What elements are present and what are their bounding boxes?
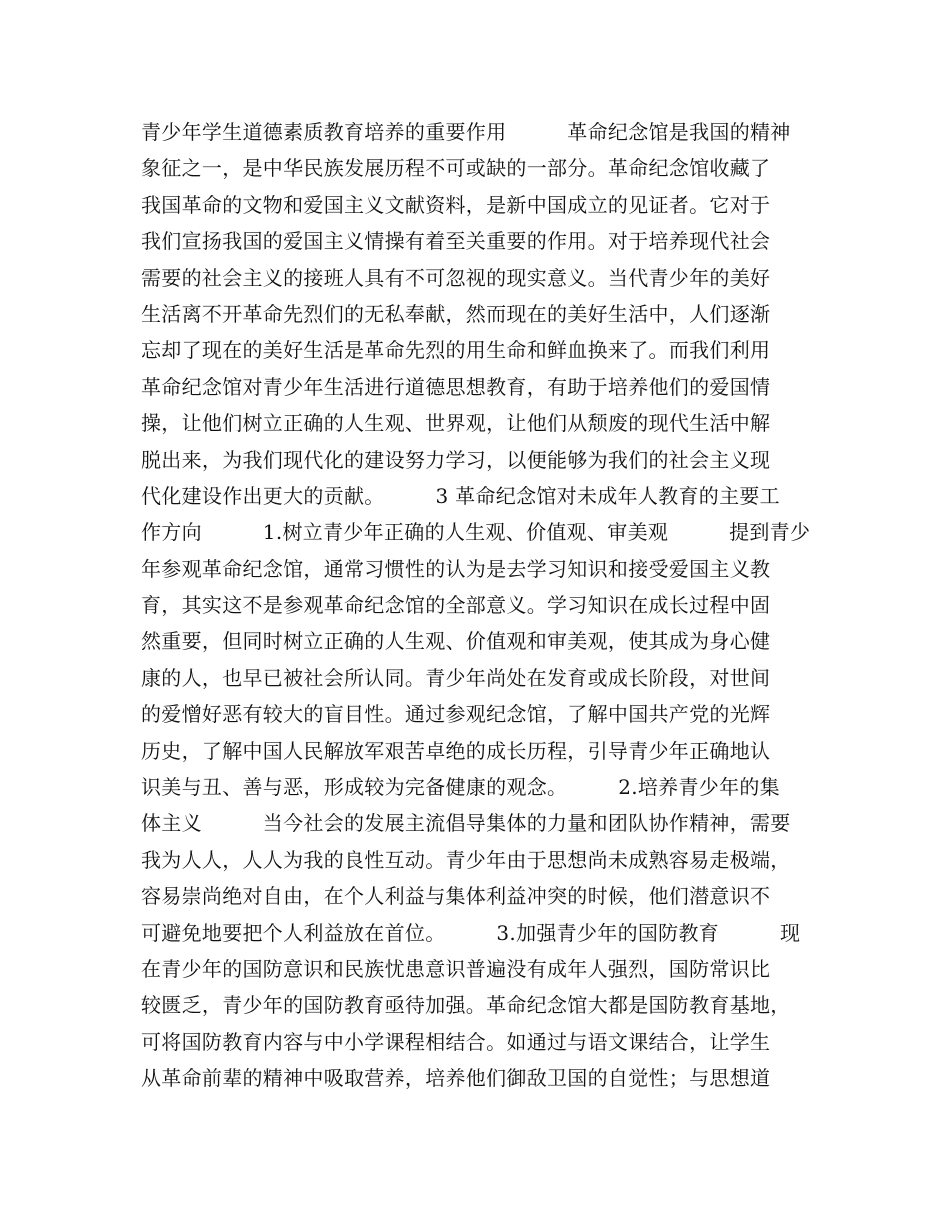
text-line: 脱出来，为我们现代化的建设努力学习，以便能够为我们的社会主义现: [141, 447, 771, 472]
text-line: 体主义 当今社会的发展主流倡导集体的力量和团队协作精神，需要: [141, 811, 791, 836]
text-line: 识美与丑、善与恶，形成较为完备健康的观念。 2.培养青少年的集: [141, 775, 780, 800]
text-line: 操，让他们树立正确的人生观、世界观，让他们从颓废的现代生活中解: [141, 411, 771, 436]
text-line: 历史，了解中国人民解放军艰苦卓绝的成长历程，引导青少年正确地认: [141, 738, 771, 763]
text-line: 作方向 1.树立青少年正确的人生观、价值观、审美观 提到青少: [141, 520, 811, 545]
text-line: 生活离不开革命先烈们的无私奉献，然而现在的美好生活中，人们逐渐: [141, 301, 771, 326]
text-line: 育，其实这不是参观革命纪念馆的全部意义。学习知识在成长过程中固: [141, 593, 771, 618]
text-line: 容易崇尚绝对自由，在个人利益与集体利益冲突的时候，他们潜意识不: [141, 884, 771, 909]
text-line: 青少年学生道德素质教育培养的重要作用 革命纪念馆是我国的精神: [141, 120, 791, 144]
text-line: 代化建设作出更大的贡献。 3 革命纪念馆对未成年人教育的主要工: [141, 483, 780, 508]
text-line: 从革命前辈的精神中吸取营养，培养他们御敌卫国的自觉性；与思想道: [141, 1066, 771, 1091]
text-line: 较匮乏，青少年的国防教育亟待加强。革命纪念馆大都是国防教育基地，: [141, 993, 791, 1018]
text-line: 康的人，也早已被社会所认同。青少年尚处在发育或成长阶段，对世间: [141, 665, 771, 690]
text-line: 在青少年的国防意识和民族忧患意识普遍没有成年人强烈，国防常识比: [141, 956, 771, 981]
text-line: 革命纪念馆对青少年生活进行道德思想教育，有助于培养他们的爱国情: [141, 374, 771, 399]
text-line: 象征之一，是中华民族发展历程不可或缺的一部分。革命纪念馆收藏了: [141, 156, 771, 181]
text-line: 年参观革命纪念馆，通常习惯性的认为是去学习知识和接受爱国主义教: [141, 556, 771, 581]
text-line: 可将国防教育内容与中小学课程相结合。如通过与语文课结合，让学生: [141, 1029, 771, 1054]
text-line: 忘却了现在的美好生活是革命先烈的用生命和鲜血换来了。而我们利用: [141, 338, 771, 363]
text-line: 的爱憎好恶有较大的盲目性。通过参观纪念馆，了解中国共产党的光辉: [141, 702, 771, 727]
text-line: 然重要，但同时树立正确的人生观、价值观和审美观，使其成为身心健: [141, 629, 771, 654]
text-line: 我国革命的文物和爱国主义文献资料，是新中国成立的见证者。它对于: [141, 192, 771, 217]
text-line: 我为人人，人人为我的良性互动。青少年由于思想尚未成熟容易走极端，: [141, 847, 791, 872]
body-text: [141, 114, 821, 1097]
text-line: 我们宣扬我国的爱国主义情操有着至关重要的作用。对于培养现代社会: [141, 229, 771, 254]
text-line: 需要的社会主义的接班人具有不可忽视的现实意义。当代青少年的美好: [141, 265, 771, 290]
text-line: 可避免地要把个人利益放在首位。 3.加强青少年的国防教育 现: [141, 920, 801, 945]
